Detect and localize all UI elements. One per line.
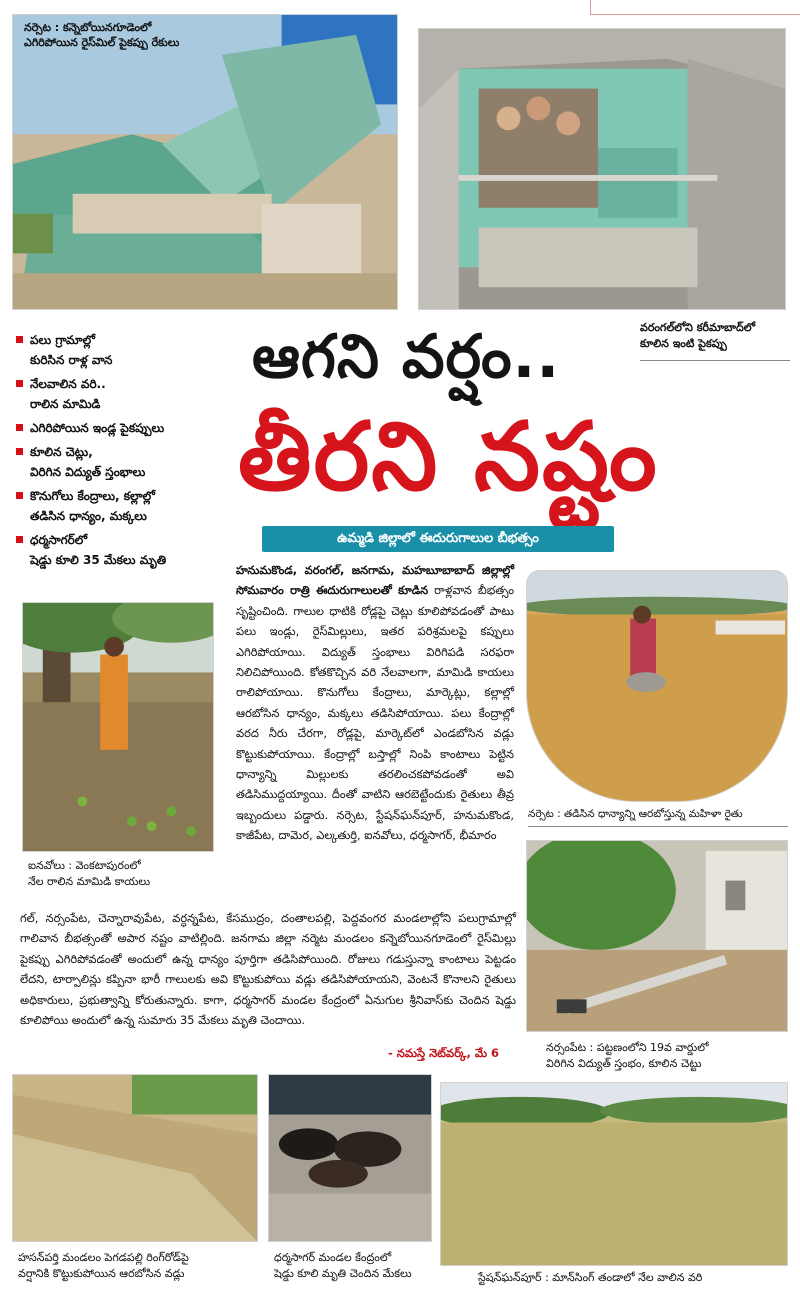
caption-line: ధర్మసాగర్ మండల కేంద్రంలో xyxy=(274,1251,392,1264)
broken-pole-image xyxy=(527,841,787,1031)
flattened-paddy-image xyxy=(441,1083,787,1265)
caption-dead-goats xyxy=(274,1250,444,1282)
highlight-line: షెడ్డు కూలి 35 మేకలు మృతి xyxy=(30,553,167,567)
caption-line: హసన్‌పర్తి మండలం పెగడపల్లి రింగ్‌రోడ్‌పై xyxy=(18,1251,189,1264)
dead-goats-image xyxy=(269,1075,431,1241)
caption-paddy-road xyxy=(18,1250,268,1282)
paddy-road-image xyxy=(13,1075,257,1241)
highlight-line: ఎగిరిపోయిన ఇండ్ల పైకప్పులు xyxy=(30,421,165,435)
highlights-list xyxy=(16,330,214,574)
ricemill-roof-image xyxy=(13,15,397,309)
photo-house-roof xyxy=(418,28,786,310)
drying-grain-image xyxy=(527,571,787,801)
highlight-item xyxy=(16,374,214,414)
highlight-line: విరిగిన విద్యుత్ స్తంభాలు xyxy=(30,465,146,479)
highlight-line: తడిసిన ధాన్యం, మక్కలు xyxy=(30,509,147,523)
fallen-mangoes-image xyxy=(23,603,213,851)
caption-line: నర్సెట : కన్నెబోయినగూడెంలో xyxy=(24,21,152,34)
highlight-line: రాలిన మామిడి xyxy=(30,397,101,411)
photo-paddy-road xyxy=(12,1074,258,1242)
photo-broken-pole xyxy=(526,840,788,1032)
caption-line: ఐనవోలు : వెంకటాపురంలో xyxy=(28,859,141,872)
caption-line: షెడ్డు కూలి మృతి చెందిన మేకలు xyxy=(274,1267,412,1280)
caption-underline xyxy=(640,360,790,361)
caption-house-roof xyxy=(640,320,790,352)
caption-ricemill-roof xyxy=(24,20,284,50)
top-corner-frame xyxy=(590,0,800,15)
photo-drying-grain xyxy=(526,570,788,802)
caption-underline xyxy=(528,826,788,827)
photo-ricemill-roof xyxy=(12,14,398,310)
article-lead-bold: హనుమకొండ, వరంగల్, జనగామ, మహబూబాబాద్ జిల్లాల్లో సోమవారం రాత్రి ఈదురుగాలులతో కూడిన xyxy=(236,563,514,598)
highlight-line: ధర్మసాగర్‌లో xyxy=(30,533,88,547)
highlight-item xyxy=(16,530,214,570)
caption-line: నేల రాలిన మామిడి కాయలు xyxy=(28,875,150,888)
photo-dead-goats xyxy=(268,1074,432,1242)
caption-line: వర్షానికి కొట్టుకుపోయిన ఆరబోసిన వడ్లు xyxy=(18,1267,185,1280)
subheadline-band: ఉమ్మడి జిల్లాలో ఈదురుగాలుల బీభత్సం xyxy=(262,526,614,552)
house-roof-image xyxy=(419,29,785,309)
highlight-line: కొనుగోలు కేంద్రాలు, కల్లాల్లో xyxy=(30,489,155,503)
caption-drying-grain xyxy=(528,806,790,822)
caption-line: విరిగిన విద్యుత్ స్తంభం, కూలిన చెట్టు xyxy=(546,1057,702,1070)
headline-line-2: తీరని నష్టం xyxy=(238,403,659,512)
photo-flattened-paddy xyxy=(440,1082,788,1266)
caption-line: నర్సంపేట : పట్టణంలోని 19వ వార్డులో xyxy=(546,1041,709,1054)
headline-line-1: ఆగని వర్షం.. xyxy=(252,322,561,392)
article-lead xyxy=(236,560,514,846)
article-byline: - నమస్తే నెట్‌వర్క్, మే 6 xyxy=(388,1046,499,1060)
highlight-line: పలు గ్రామాల్లో xyxy=(30,333,95,347)
caption-flattened-paddy xyxy=(478,1270,798,1286)
article-wide-text: గల్, నర్సంపేట, చెన్నారావుపేట, వర్ధన్నపేట, కేసముద్రం, దంతాలపల్లి, పెద్దవంగర మండలాల్లోని పలుగ్రామాల్లో గాలివాన బీభత్సంతో అపార నష్టం వాటిల్లింది. జనగామ జిల్లా నర్మెట మండలం కన్నెబోయినగూడెంలో రైస్‌మిల్లు పైకప్పు ఎగిరిపోవడంతో అందులో ఉన్న ధాన్యం పూర్తిగా తడిసిపోయింది. రోజులు గడుస్తున్నా కాంటాలు పెట్టడం లేదని, టార్పాలిన్లు కప్పినా భారీ గాలులకు అవి కొట్టుకుపోయి వడ్లు తడిసిపోయాయని, వెంటనే కొనాలని రైతులు అధికారులు, ప్రభుత్వాన్ని కోరుతున్నారు. కాగా, ధర్మసాగర్ మండల కేంద్రంలో ఏనుగుల శ్రీనివాస్‌కు చెందిన షెడ్డు కూలిపోయి అందులో ఉన్న సుమారు 35 మేకలు మృతి చెందాయి. xyxy=(20,911,516,1028)
caption-line: నర్సెట : తడిసిన ధాన్యాన్ని ఆరబోస్తున్న మహిళా రైతు xyxy=(528,808,743,820)
highlight-line: నేలవాలిన వరి.. xyxy=(30,377,106,391)
highlight-item xyxy=(16,418,214,438)
caption-fallen-mangoes xyxy=(28,858,228,890)
highlight-item xyxy=(16,442,214,482)
caption-line: వరంగల్‌లోని కరీమాబాద్‌లో xyxy=(640,321,756,334)
article-column-text: రాళ్లవాన బీభత్సం సృష్టించింది. గాలుల ధాటికి రోడ్లపై చెట్లు కూలిపోవడంతో పాటు పలు ఇండ్లు, రైస్‌మిల్లులు, ఇతర పరిశ్రమలపై కప్పులు ఎగిరిపోయాయి. విద్యుత్ స్తంభాలు విరిగిపడి సరఫరా నిలిచిపోయింది. కోతకొచ్చిన వరి నేలవాలగా, మామిడి కాయలు రాలిపోయాయి. కొనుగోలు కేంద్రాలు, మార్కెట్లు, కల్లాల్లో ఆరబోసిన ధాన్యం, మక్కలు తడిసిపోయాయి. పలు కేంద్రాల్లో వరద నీరు చేరగా, రోడ్లపై, మార్కెట్‌లో ఎండబోసిన వడ్లు కొట్టుకుపోయాయి. కేంద్రాల్లో బస్తాల్లో నింపి కాంటాలు పెట్టిన ధాన్యాన్ని మిల్లులకు తరలించకపోవడంతో అవి తడిసిముద్దయ్యాయి. దీంతో వాటిని ఆరబెట్టేందుకు రైతులు తీవ్ర ఇబ్బందులు పడ్డారు. నర్సెట, స్టేషన్‌ఘన్‌పూర్, హనుమకొండ, కాజీపేట, దామెర, ఎల్కతుర్తి, ఐనవోలు, ధర్మసాగర్, భీమారం xyxy=(236,583,514,843)
photo-fallen-mangoes xyxy=(22,602,214,852)
highlight-item xyxy=(16,486,214,526)
caption-line: ఎగిరిపోయిన రైస్‌మిల్ పైకప్పు రేకులు xyxy=(24,36,180,49)
highlight-line: కురిసిన రాళ్ల వాన xyxy=(30,353,113,367)
caption-line: కూలిన ఇంటి పైకప్పు xyxy=(640,337,727,350)
caption-line: స్టేషన్‌ఘన్‌పూర్ : మాన్‌సింగ్ తండాలో నేల వాలిన వరి xyxy=(478,1271,703,1284)
highlight-line: కూలిన చెట్లు, xyxy=(30,445,93,459)
caption-broken-pole xyxy=(546,1040,790,1072)
highlight-item xyxy=(16,330,214,370)
